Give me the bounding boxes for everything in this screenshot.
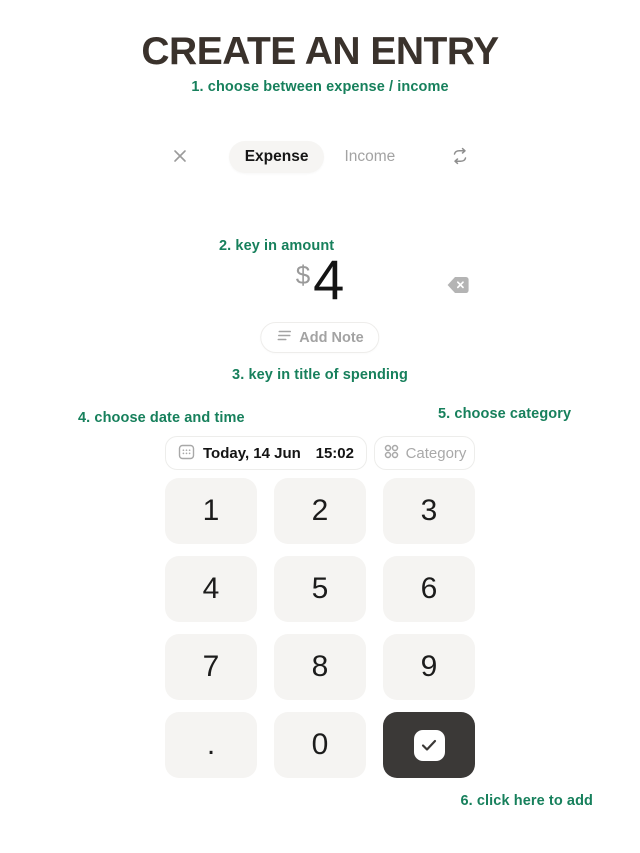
- annotation-step1: 1. choose between expense / income: [191, 79, 449, 95]
- calendar-icon: [178, 443, 195, 463]
- category-label: Category: [405, 444, 467, 462]
- amount-value: 4: [313, 248, 345, 311]
- annotation-step4: 4. choose date and time: [78, 410, 245, 426]
- amount-display: [0, 248, 640, 311]
- key-decimal[interactable]: .: [165, 712, 257, 778]
- date-category-row: [165, 436, 475, 470]
- tab-income[interactable]: Income: [328, 141, 411, 173]
- key-7[interactable]: 7: [165, 634, 257, 700]
- number-keypad: [165, 478, 475, 778]
- type-toggle-row: [165, 140, 475, 174]
- close-icon: [171, 147, 189, 168]
- page-title: CREATE AN ENTRY: [141, 30, 499, 73]
- swap-type-button[interactable]: [445, 142, 475, 172]
- key-2[interactable]: 2: [274, 478, 366, 544]
- key-6[interactable]: 6: [383, 556, 475, 622]
- key-0[interactable]: 0: [274, 712, 366, 778]
- key-4[interactable]: 4: [165, 556, 257, 622]
- backspace-icon: [445, 274, 471, 299]
- repeat-arrows-icon: [450, 146, 470, 169]
- category-button[interactable]: [374, 436, 475, 470]
- annotation-step5: 5. choose category: [438, 406, 572, 422]
- expense-income-toggle: [229, 141, 412, 173]
- date-time-button[interactable]: [165, 436, 367, 470]
- tab-expense[interactable]: Expense: [229, 141, 325, 173]
- date-label: Today, 14 Jun: [203, 444, 301, 462]
- confirm-add-button[interactable]: [383, 712, 475, 778]
- grid-circles-icon: [383, 443, 400, 464]
- text-lines-icon: [276, 329, 292, 346]
- close-button[interactable]: [165, 142, 195, 172]
- key-9[interactable]: 9: [383, 634, 475, 700]
- add-note-label: Add Note: [299, 329, 364, 346]
- time-label: 15:02: [315, 444, 354, 462]
- key-5[interactable]: 5: [274, 556, 366, 622]
- key-1[interactable]: 1: [165, 478, 257, 544]
- annotation-step2: 2. key in amount: [219, 238, 335, 254]
- backspace-button[interactable]: [443, 273, 473, 299]
- key-8[interactable]: 8: [274, 634, 366, 700]
- add-note-button[interactable]: [260, 322, 379, 353]
- annotation-step3: 3. key in title of spending: [232, 367, 408, 383]
- annotation-step6: 6. click here to add: [460, 793, 593, 809]
- currency-symbol: $: [295, 260, 311, 290]
- checkmark-icon: [414, 730, 445, 761]
- key-3[interactable]: 3: [383, 478, 475, 544]
